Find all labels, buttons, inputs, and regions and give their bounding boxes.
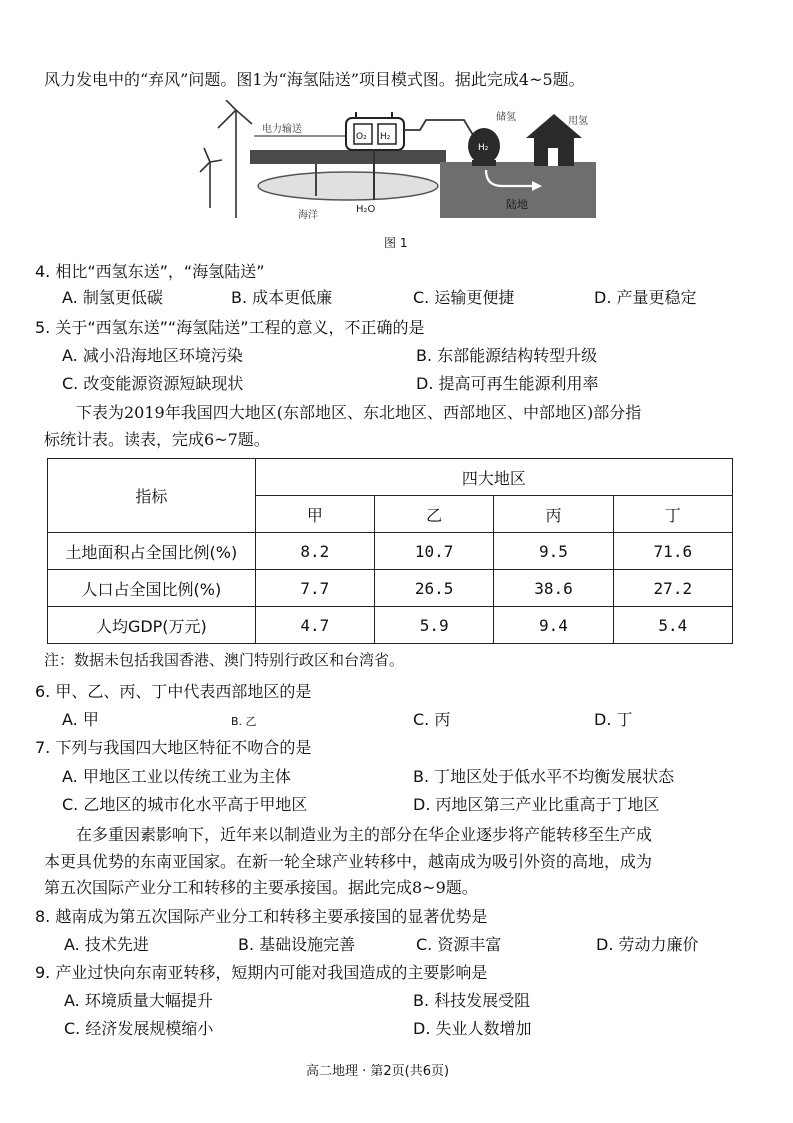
- table-header-row: [48, 459, 733, 496]
- wind-turbine-icon: [200, 100, 252, 218]
- storage-label: 储氢: [496, 112, 516, 123]
- q8-option-c[interactable]: C. 资源丰富: [416, 935, 502, 954]
- q9-option-a[interactable]: A. 环境质量大幅提升: [64, 991, 213, 1010]
- q5-option-c[interactable]: C. 改变能源资源短缺现状: [62, 374, 244, 393]
- passage-line-3: 第五次国际产业分工和转移的主要承接国。据此完成8~9题。: [44, 878, 478, 897]
- q7-option-c[interactable]: C. 乙地区的城市化水平高于甲地区: [62, 795, 308, 814]
- table-cell: 9.4: [494, 607, 613, 644]
- table-cell: 27.2: [613, 570, 732, 607]
- table-cell: 7.7: [255, 570, 374, 607]
- q7-option-d[interactable]: D. 丙地区第三产业比重高于丁地区: [413, 795, 660, 814]
- o2-label: O₂: [356, 132, 367, 142]
- use-label: 用氢: [568, 116, 588, 127]
- indicator-header: 指标: [48, 459, 256, 533]
- table-cell: 10.7: [374, 533, 493, 570]
- table-cell: 5.9: [374, 607, 493, 644]
- table-cell: 38.6: [494, 570, 613, 607]
- row-label: 人口占全国比例(%): [48, 570, 256, 607]
- q5-option-b[interactable]: B. 东部能源结构转型升级: [416, 346, 598, 365]
- column-header: 甲: [255, 496, 374, 533]
- page-footer: 高二地理 · 第2页(共6页): [306, 1064, 450, 1079]
- region-stats-table: [47, 458, 733, 644]
- q6-option-d[interactable]: D. 丁: [594, 710, 633, 729]
- q5-option-d[interactable]: D. 提高可再生能源利用率: [416, 374, 599, 393]
- q8-option-b[interactable]: B. 基础设施完善: [238, 935, 356, 954]
- h2-tank-label: H₂: [478, 143, 489, 153]
- table-intro-line-1: 下表为2019年我国四大地区(东部地区、东北地区、西部地区、中部地区)部分指: [76, 403, 642, 422]
- platform: [250, 150, 446, 164]
- table-cell: 9.5: [494, 533, 613, 570]
- passage-line-1: 在多重因素影响下，近年来以制造业为主的部分在华企业逐步将产能转移至生产成: [76, 825, 653, 844]
- q9-option-d[interactable]: D. 失业人数增加: [413, 1019, 532, 1038]
- column-header: 丙: [494, 496, 613, 533]
- water-label: H₂O: [356, 204, 376, 215]
- row-label: 土地面积占全国比例(%): [48, 533, 256, 570]
- table-row: [48, 570, 733, 607]
- question-5-stem: 5. 关于“西氢东送”“海氢陆送”工程的意义，不正确的是: [35, 318, 425, 337]
- table-note: 注：数据未包括我国香港、澳门特别行政区和台湾省。: [44, 651, 405, 669]
- power-label: 电力输送: [262, 124, 302, 135]
- figure-1-diagram: [196, 100, 600, 222]
- q8-option-d[interactable]: D. 劳动力廉价: [596, 935, 699, 954]
- ocean-label: 海洋: [298, 210, 318, 221]
- question-6-stem: 6. 甲、乙、丙、丁中代表西部地区的是: [35, 682, 312, 701]
- h2-cell-label: H₂: [380, 132, 391, 142]
- q8-option-a[interactable]: A. 技术先进: [64, 935, 149, 954]
- q9-option-c[interactable]: C. 经济发展规模缩小: [64, 1019, 214, 1038]
- table-cell: 4.7: [255, 607, 374, 644]
- group-header: 四大地区: [255, 459, 732, 496]
- q4-option-b[interactable]: B. 成本更低廉: [231, 288, 333, 307]
- question-9-stem: 9. 产业过快向东南亚转移，短期内可能对我国造成的主要影响是: [35, 963, 488, 982]
- q4-option-d[interactable]: D. 产量更稳定: [594, 288, 697, 307]
- q6-option-c[interactable]: C. 丙: [413, 710, 451, 729]
- q6-option-b[interactable]: B. 乙: [231, 715, 257, 728]
- column-header: 乙: [374, 496, 493, 533]
- table-row: [48, 533, 733, 570]
- row-label: 人均GDP(万元): [48, 607, 256, 644]
- q5-option-a[interactable]: A. 减小沿海地区环境污染: [62, 346, 243, 365]
- table-cell: 26.5: [374, 570, 493, 607]
- q4-option-c[interactable]: C. 运输更便捷: [413, 288, 515, 307]
- question-7-stem: 7. 下列与我国四大地区特征不吻合的是: [35, 738, 312, 757]
- column-header: 丁: [613, 496, 732, 533]
- table-row: [48, 607, 733, 644]
- question-4-stem: 4. 相比“西氢东送”，“海氢陆送”: [35, 262, 265, 281]
- table-intro-line-2: 标统计表。读表，完成6~7题。: [44, 430, 270, 449]
- land-label: 陆地: [506, 198, 528, 211]
- ocean-body: [258, 172, 438, 200]
- q7-option-a[interactable]: A. 甲地区工业以传统工业为主体: [62, 767, 291, 786]
- question-8-stem: 8. 越南成为第五次国际产业分工和转移主要承接国的显著优势是: [35, 907, 488, 926]
- figure-caption: 图 1: [384, 236, 408, 250]
- q4-option-a[interactable]: A. 制氢更低碳: [62, 288, 163, 307]
- q6-option-a[interactable]: A. 甲: [62, 710, 99, 729]
- passage-line-2: 本更具优势的东南亚国家。在新一轮全球产业转移中，越南成为吸引外资的高地，成为: [44, 852, 653, 871]
- q7-option-b[interactable]: B. 丁地区处于低水平不均衡发展状态: [413, 767, 675, 786]
- table-cell: 5.4: [613, 607, 732, 644]
- table-cell: 8.2: [255, 533, 374, 570]
- intro-text: 风力发电中的“弃风”问题。图1为“海氢陆送”项目模式图。据此完成4~5题。: [44, 70, 585, 89]
- q9-option-b[interactable]: B. 科技发展受阻: [413, 991, 531, 1010]
- table-cell: 71.6: [613, 533, 732, 570]
